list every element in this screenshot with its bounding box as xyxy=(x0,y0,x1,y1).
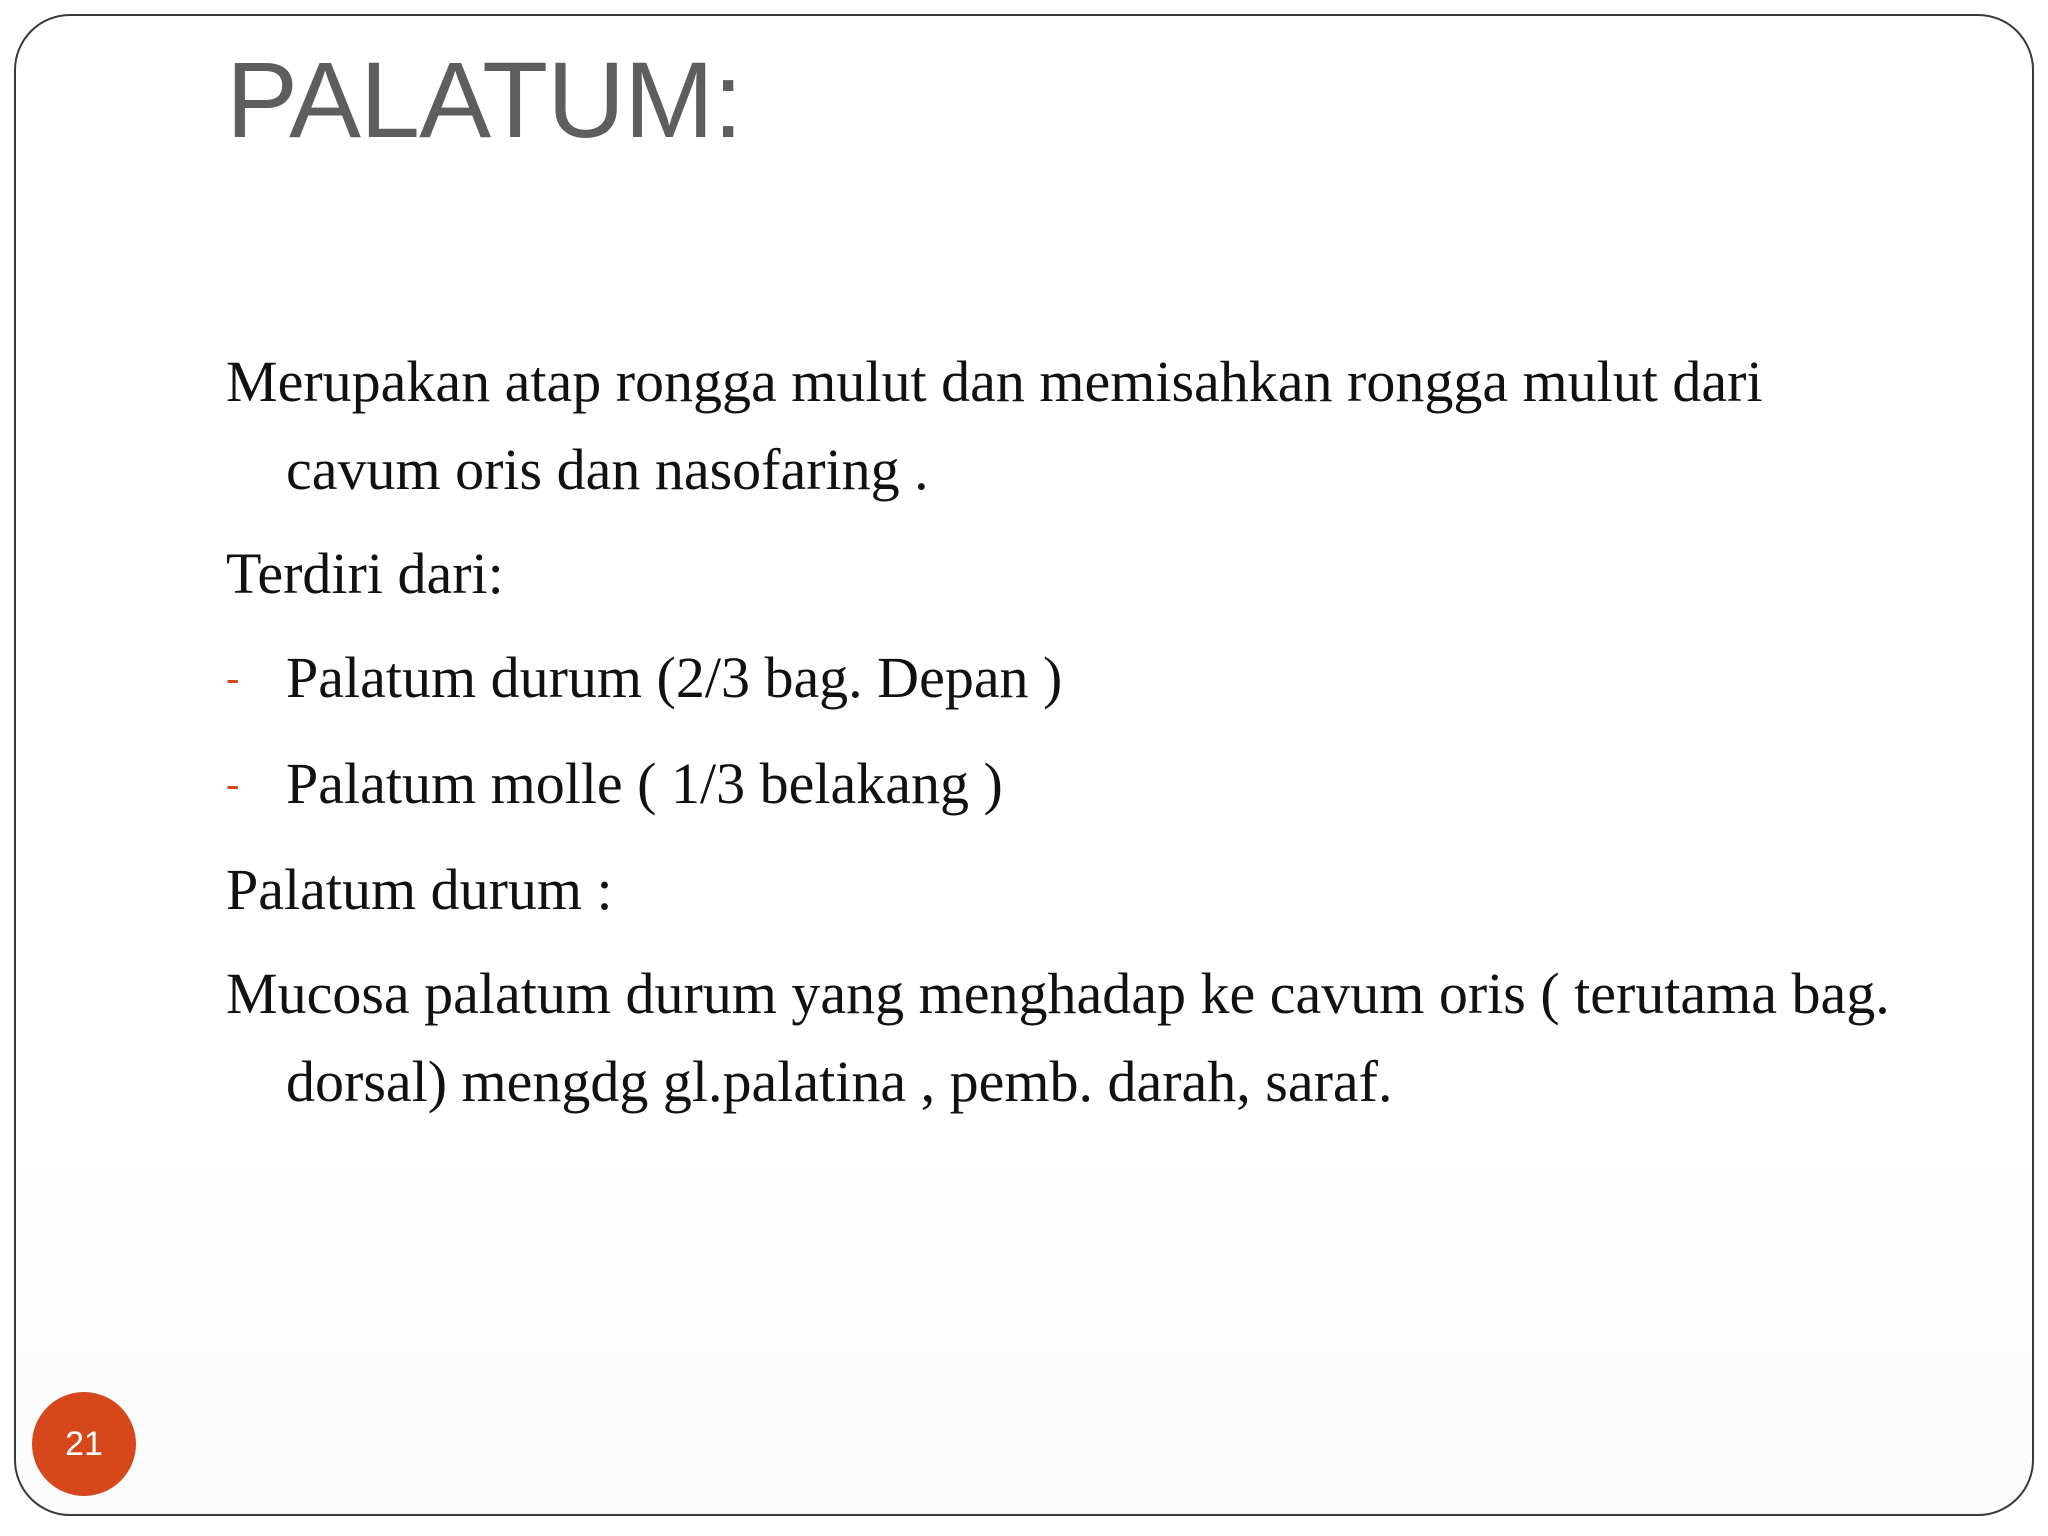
dash-bullet-icon: - xyxy=(226,761,240,806)
slide-body xyxy=(226,338,1916,1142)
bullet-item-palatum-molle xyxy=(226,740,1916,828)
bullet-text: Palatum durum (2/3 bag. Depan ) xyxy=(286,645,1063,710)
bullet-text: Palatum molle ( 1/3 belakang ) xyxy=(286,751,1003,816)
paragraph-mucosa: Mucosa palatum durum yang menghadap ke cavum oris ( terutama bag. dorsal) mengdg gl.palatina , pemb. darah, saraf. xyxy=(226,961,1890,1114)
paragraph-subheading: Palatum durum : xyxy=(226,857,613,922)
paragraph-definition: Merupakan atap rongga mulut dan memisahkan rongga mulut dari cavum oris dan nasofaring . xyxy=(226,349,1763,502)
page-number-badge: 21 xyxy=(32,1392,136,1496)
bullet-item-palatum-durum xyxy=(226,634,1916,722)
paragraph-composition: Terdiri dari: xyxy=(226,541,504,606)
slide-title: PALATUM: xyxy=(226,39,743,160)
dash-bullet-icon: - xyxy=(226,655,240,700)
